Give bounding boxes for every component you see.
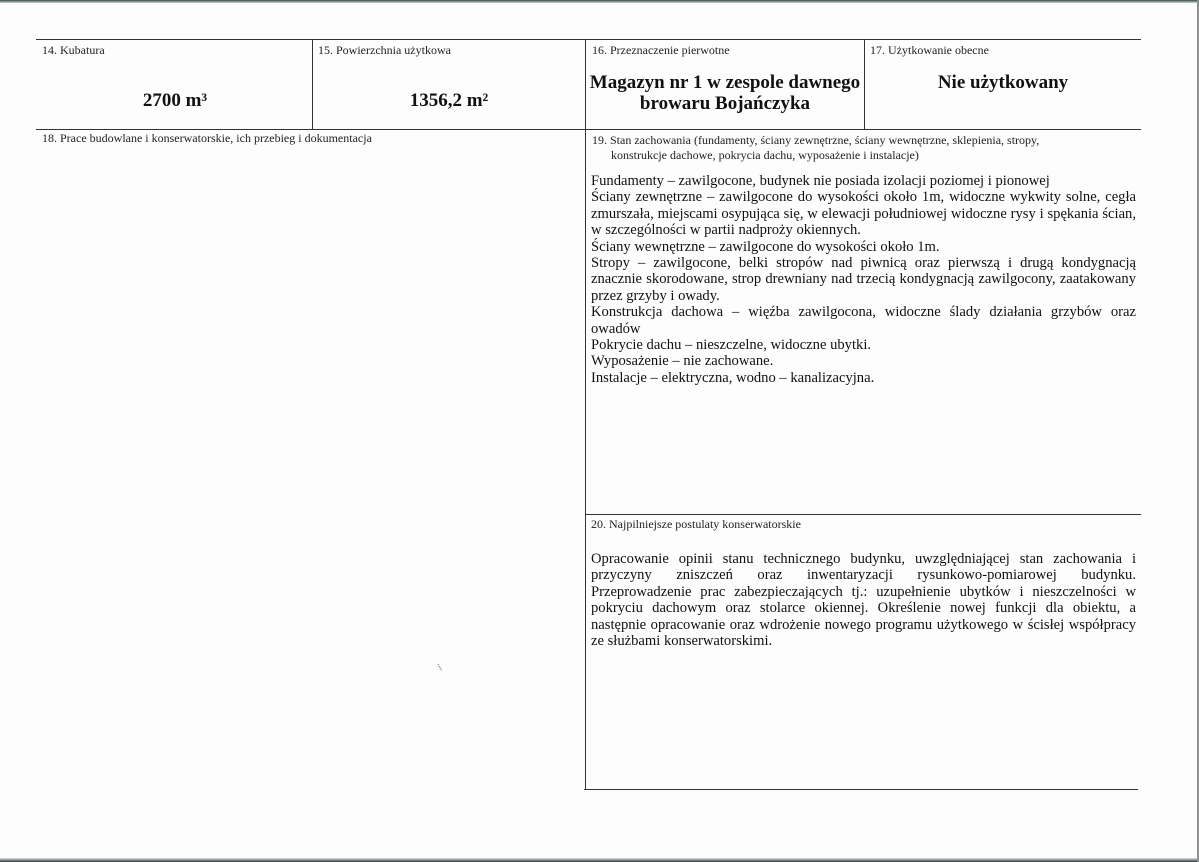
przeznaczenie-value-line2: browaru Bojańczyka xyxy=(639,93,811,114)
paragraph-konstrukcja-dachowa: Konstrukcja dachowa – więźba zawilgocona, widoczne ślady działania grzybów oraz owadów xyxy=(591,304,1136,337)
paragraph-sciany-zewnetrzne: Ściany zewnętrzne – zawilgocone do wysokości około 1m, widoczne wykwity solne, cegła zmurszała, miejscami osypująca się, w elewacji południowej widoczne rysy i spękania ścian, w szczególności w partii nadproży okiennych. xyxy=(591,189,1136,239)
paragraph-fundamenty: Fundamenty – zawilgocone, budynek nie posiada izolacji poziomej i pionowej xyxy=(591,173,1050,189)
col-divider-14-15 xyxy=(312,39,313,129)
col-divider-main xyxy=(585,39,586,790)
scan-edge-bottom xyxy=(0,858,1199,862)
paragraph-wyposazenie: Wyposażenie – nie zachowane. xyxy=(591,353,774,370)
scan-speck xyxy=(438,662,445,670)
paragraph-stropy: Stropy – zawilgocone, belki stropów nad piwnicą oraz pierwszą i drugą kondygnacją znacznie skorodowane, strop drewniany nad trzecią kondygnacją zawilgocony, zaatakowany przez grzyby i owady. xyxy=(591,255,1136,304)
cell-label-line1: 19. Stan zachowania (fundamenty, ściany zewnętrzne, ściany wewnętrzne, sklepienia, stropy, xyxy=(592,133,1040,147)
col-divider-16-17 xyxy=(864,39,865,129)
stan-zachowania-text xyxy=(591,173,1136,386)
cell-label: 20. Najpilniejsze postulaty konserwatorskie xyxy=(591,517,801,531)
table-bottom-border xyxy=(584,789,1138,790)
postulaty-text: Opracowanie opinii stanu technicznego budynku, uwzględniającej stan zachowania i przyczyny zniszczeń oraz inwentaryzacji rysunkowo-pomiarowej budynku. Przeprowadzenie prac zabezpieczających tj.: uzupełnienie ubytków i nieszczelności w pokryciu dachowym oraz stolarce okiennej. Określenie nowej funkcji dla obiektu, a następnie opracowanie oraz wdrożenie nowego programu użytkowego w ścisłej współpracy ze służbami konserwatorskimi. xyxy=(591,551,1136,650)
row-divider-1 xyxy=(36,129,1141,130)
scan-edge-top xyxy=(0,0,1199,3)
paragraph-instalacje: Instalacje – elektryczna, wodno – kanalizacyjna. xyxy=(591,369,875,386)
cell-label-line2: konstrukcje dachowe, pokrycia dachu, wyposażenie i instalacje) xyxy=(611,148,919,162)
cell-label: 17. Użytkowanie obecne xyxy=(870,43,989,57)
cell-label: 16. Przeznaczenie pierwotne xyxy=(592,43,730,57)
uzytkowanie-value: Nie użytkowany xyxy=(937,72,1069,93)
przeznaczenie-value-line1: Magazyn nr 1 w zespole dawnego xyxy=(589,72,861,93)
cell-label: 15. Powierzchnia użytkowa xyxy=(318,43,451,57)
paragraph-pokrycie-dachu: Pokrycie dachu – nieszczelne, widoczne ubytki. xyxy=(591,337,872,354)
cell-label: 18. Prace budowlane i konserwatorskie, ich przebieg i dokumentacja xyxy=(42,131,372,145)
kubatura-value: 2700 m³ xyxy=(142,90,208,111)
table-top-border xyxy=(36,39,1141,40)
cell-label: 14. Kubatura xyxy=(42,43,105,57)
paragraph-sciany-wewnetrzne: Ściany wewnętrzne – zawilgocone do wysokości około 1m. xyxy=(591,238,940,255)
row-divider-19-20 xyxy=(586,514,1141,515)
powierzchnia-value: 1356,2 m² xyxy=(409,90,489,111)
